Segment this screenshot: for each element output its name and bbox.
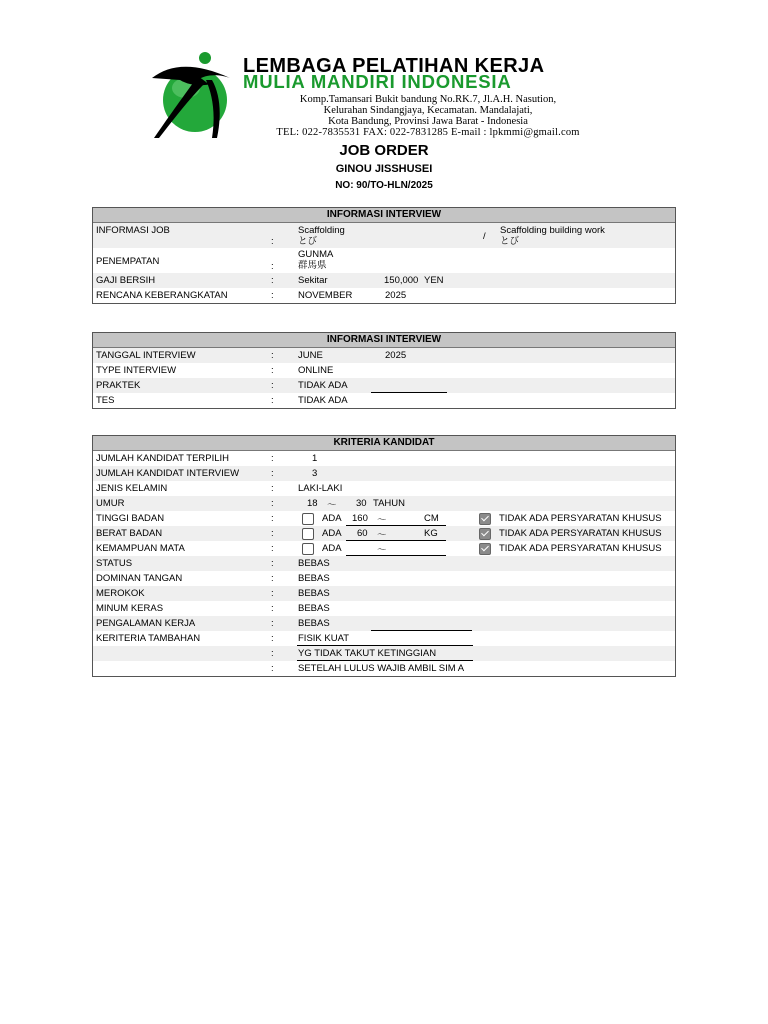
- runner-logo-icon: [150, 50, 240, 140]
- colon: :: [271, 648, 274, 659]
- height-label: TINGGI BADAN: [96, 513, 165, 524]
- eye-no-req-label: TIDAK ADA PERSYARATAN KHUSUS: [499, 543, 662, 554]
- colon: :: [271, 618, 274, 629]
- dominant-hand-label: DOMINAN TANGAN: [96, 573, 183, 584]
- colon: :: [271, 588, 274, 599]
- table-row: [93, 288, 675, 303]
- table-row: [93, 661, 675, 676]
- status-value: BEBAS: [298, 558, 330, 569]
- job-info-table: [92, 207, 676, 304]
- table-row: [93, 511, 675, 526]
- interview-type-label: TYPE INTERVIEW: [96, 365, 177, 376]
- address-line3: Kota Bandung, Provinsi Jawa Barat - Indonesia: [328, 116, 528, 127]
- contact-line: TEL: 022-7835531 FAX: 022-7831285 E-mail : lpkmmi@gmail.com: [276, 127, 580, 138]
- table-row: [93, 601, 675, 616]
- document-titles: [0, 142, 768, 191]
- colon: :: [271, 663, 274, 674]
- eye-label: KEMAMPUAN MATA: [96, 543, 185, 554]
- table-row: [93, 393, 675, 408]
- extra-criteria-3: SETELAH LULUS WAJIB AMBIL SIM A: [298, 663, 465, 674]
- interview-info-header: INFORMASI INTERVIEW: [93, 333, 675, 348]
- table-row: [93, 586, 675, 601]
- table-row: [93, 363, 675, 378]
- job-detail: [500, 225, 605, 247]
- job-detail-jp: とび: [500, 236, 520, 247]
- salary-prefix: Sekitar: [298, 275, 328, 286]
- table-row: [93, 248, 675, 273]
- weight-unit: KG: [424, 528, 438, 539]
- table-row: [93, 466, 675, 481]
- job-value: [298, 225, 345, 247]
- salary-label: GAJI BERSIH: [96, 275, 156, 286]
- extra-criteria-2: YG TIDAK TAKUT KETINGGIAN: [298, 648, 437, 659]
- colon: :: [271, 498, 274, 509]
- interview-info-rows: [93, 348, 675, 408]
- table-row: [93, 223, 675, 248]
- job-label: INFORMASI JOB: [96, 225, 170, 236]
- address-line2: Kelurahan Sindangjaya, Kecamatan. Mandalajati,: [323, 105, 533, 116]
- extra-criteria-label: KERITERIA TAMBAHAN: [96, 633, 201, 644]
- job-info-header: INFORMASI INTERVIEW: [93, 208, 675, 223]
- table-row: [93, 616, 675, 631]
- height-unit: CM: [424, 513, 439, 524]
- colon: :: [271, 380, 274, 391]
- table-row: [93, 571, 675, 586]
- org-address: [243, 94, 613, 138]
- weight-no-req-label: TIDAK ADA PERSYARATAN KHUSUS: [499, 528, 662, 539]
- weight-tilde: 〜: [377, 530, 387, 541]
- height-ada-checkbox[interactable]: [302, 513, 314, 525]
- smoking-value: BEBAS: [298, 588, 330, 599]
- selected-count-label: JUMLAH KANDIDAT TERPILIH: [96, 453, 230, 464]
- job-value-jp: とび: [298, 236, 318, 247]
- extra-criteria-1: FISIK KUAT: [298, 633, 350, 644]
- address-line1: Komp.Tamansari Bukit bandung No.RK.7, Jl.A.H. Nasution,: [299, 94, 557, 105]
- letterhead: [150, 50, 620, 142]
- alcohol-label: MINUM KERAS: [96, 603, 164, 614]
- gender-label: JENIS KELAMIN: [96, 483, 168, 494]
- test-label: TES: [96, 395, 115, 406]
- interview-type-value: ONLINE: [298, 365, 334, 376]
- smoking-label: MEROKOK: [96, 588, 145, 599]
- weight-min: 60: [357, 528, 368, 539]
- interview-info-table: [92, 332, 676, 409]
- practice-label: PRAKTEK: [96, 380, 141, 391]
- eye-ada-label: ADA: [322, 543, 342, 554]
- placement-value: [298, 249, 333, 271]
- table-row: [93, 541, 675, 556]
- colon: :: [271, 395, 274, 406]
- company-name: GINOU JISSHUSEI: [335, 163, 433, 175]
- eye-tilde: 〜: [377, 545, 387, 556]
- eye-no-req-checkbox[interactable]: [479, 543, 491, 555]
- document-title: JOB ORDER: [339, 142, 429, 159]
- colon: :: [271, 528, 274, 539]
- height-tilde: 〜: [377, 515, 387, 526]
- practice-value: TIDAK ADA: [298, 380, 348, 391]
- age-unit: TAHUN: [373, 498, 406, 509]
- departure-label: RENCANA KEBERANGKATAN: [96, 290, 228, 301]
- selected-count-value: 1: [312, 453, 318, 464]
- colon: :: [271, 261, 274, 272]
- weight-ada-label: ADA: [322, 528, 342, 539]
- height-no-req-label: TIDAK ADA PERSYARATAN KHUSUS: [499, 513, 662, 524]
- criteria-table: [92, 435, 676, 677]
- colon: :: [271, 513, 274, 524]
- criteria-rows: [93, 451, 675, 676]
- document-number: NO: 90/TO-HLN/2025: [335, 180, 433, 191]
- interview-count-value: 3: [312, 468, 318, 479]
- age-min: 18: [307, 498, 318, 509]
- colon: :: [271, 275, 274, 286]
- salary-currency: YEN: [424, 275, 444, 286]
- placement-value-jp: 群馬県: [298, 260, 327, 271]
- interview-date-month: JUNE: [298, 350, 323, 361]
- status-label: STATUS: [96, 558, 133, 569]
- weight-ada-checkbox[interactable]: [302, 528, 314, 540]
- job-info-rows: [93, 223, 675, 303]
- height-ada-label: ADA: [322, 513, 342, 524]
- interview-date-year: 2025: [385, 350, 407, 361]
- table-row: [93, 526, 675, 541]
- experience-value: BEBAS: [298, 618, 330, 629]
- height-min: 160: [352, 513, 368, 524]
- job-slash: /: [483, 231, 486, 242]
- departure-month: NOVEMBER: [298, 290, 353, 301]
- job-value-en: Scaffolding: [298, 225, 345, 236]
- colon: :: [271, 558, 274, 569]
- placement-label: PENEMPATAN: [96, 256, 160, 267]
- colon: :: [271, 633, 274, 644]
- table-row: [93, 451, 675, 466]
- departure-year: 2025: [385, 290, 407, 301]
- placement-value-en: GUNMA: [298, 249, 334, 260]
- dominant-hand-value: BEBAS: [298, 573, 330, 584]
- table-row: [93, 378, 675, 393]
- colon: :: [271, 468, 274, 479]
- criteria-header: KRITERIA KANDIDAT: [93, 436, 675, 451]
- table-row: [93, 481, 675, 496]
- table-row: [93, 646, 675, 661]
- colon: :: [271, 543, 274, 554]
- salary-amount: 150,000: [384, 275, 419, 286]
- experience-label: PENGALAMAN KERJA: [96, 618, 196, 629]
- table-row: [93, 496, 675, 511]
- age-label: UMUR: [96, 498, 125, 509]
- table-row: [93, 631, 675, 646]
- eye-ada-checkbox[interactable]: [302, 543, 314, 555]
- table-row: [93, 348, 675, 363]
- colon: :: [271, 573, 274, 584]
- colon: :: [271, 350, 274, 361]
- org-name-line2: MULIA MANDIRI INDONESIA: [243, 71, 512, 92]
- colon: :: [271, 603, 274, 614]
- age-max: 30: [356, 498, 367, 509]
- colon: :: [271, 236, 274, 247]
- job-detail-en: Scaffolding building work: [500, 225, 605, 236]
- age-tilde: 〜: [327, 500, 337, 511]
- org-name-line1: LEMBAGA PELATIHAN KERJA: [243, 55, 545, 77]
- colon: :: [271, 365, 274, 376]
- colon: :: [271, 483, 274, 494]
- colon: :: [271, 453, 274, 464]
- interview-date-label: TANGGAL INTERVIEW: [96, 350, 196, 361]
- table-row: [93, 556, 675, 571]
- test-value: TIDAK ADA: [298, 395, 348, 406]
- weight-no-req-checkbox[interactable]: [479, 528, 491, 540]
- interview-count-label: JUMLAH KANDIDAT INTERVIEW: [96, 468, 240, 479]
- alcohol-value: BEBAS: [298, 603, 330, 614]
- table-row: [93, 273, 675, 288]
- colon: :: [271, 290, 274, 301]
- gender-value: LAKI-LAKI: [298, 483, 343, 494]
- weight-label: BERAT BADAN: [96, 528, 163, 539]
- height-no-req-checkbox[interactable]: [479, 513, 491, 525]
